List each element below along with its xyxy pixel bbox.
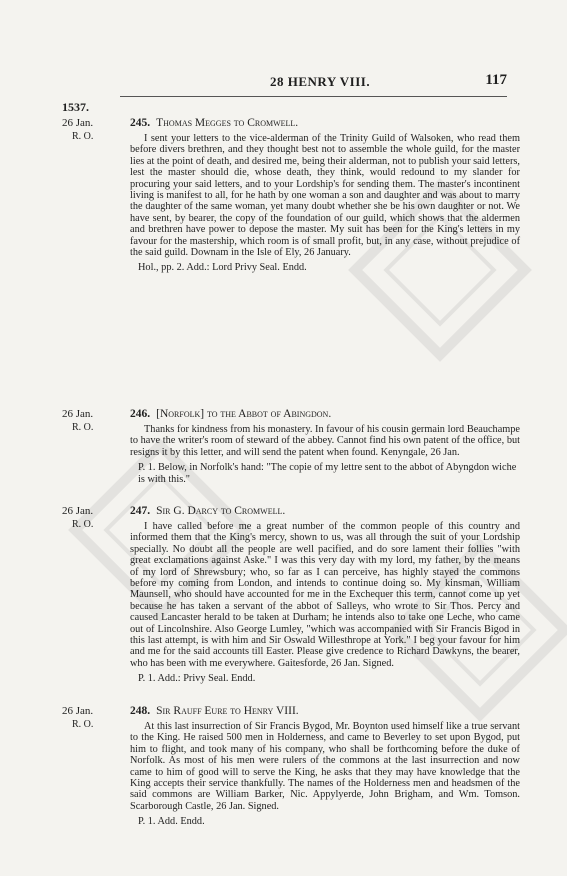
entry-body: Thanks for kindness from his monastery. In favour of his cousin germain lord Beauchampe to have the writer's room of steward of the abbey. Cannot find his own patent of the office, but resigns it by this letter, and will send the patent when found. Kenyngale, 26 Jan. (130, 424, 520, 458)
entry-number: 245. (130, 117, 151, 129)
year-heading: 1537. (62, 100, 89, 114)
entry-parties: [Norfolk] to the Abbot of Abingdon. (156, 408, 332, 420)
entry-margin (62, 408, 116, 434)
entry-parties: Sir G. Darcy to Cromwell. (156, 505, 286, 517)
entry-title (130, 705, 520, 718)
entry-endnote: P. 1. Add.: Privy Seal. Endd. (138, 673, 256, 685)
entry-number: 247. (130, 505, 151, 517)
entry-content (130, 505, 520, 685)
entry-date: 26 Jan. (62, 408, 94, 420)
entry-body: At this last insurrection of Sir Francis Bygod, Mr. Boynton used himself like a true servant to the King. He raised 500 men in Holderness, and came to Beverley to set upon Bygod, put him to flight, and took many of his company, who shall be forthcoming before the duke of Norfolk. As most of his men were rulers of the commons at the last insurrection and now came to him of good will to serve the King, he asks that they may have knowledge that the King accepts their service thankfully. The names of the Holderness men and headsmen of the said commons are William Barker, Nic. Appylyerde, John Brigham, and Wm. Tomson. Scarborough Castle, 26 Jan. Signed. (130, 721, 520, 812)
entry-date: 26 Jan. (62, 705, 94, 717)
entry-title (130, 505, 520, 518)
page-number: 117 (485, 72, 507, 88)
entry-source: R. O. (72, 519, 94, 530)
running-header (120, 72, 507, 97)
entry-content (130, 408, 520, 485)
entry-body: I have called before me a great number of the common people of this country and informed them that the King's mercy, shown to us, was all through the suit of your Lordship specially. No doubt all the people are well pacified, and do sore lament their follies "with great exclamations against Aske." I was this very day with my lord, my father, by the means of my lord of Shrewsbury; who, so far as I can perceive, has highly stayed the commons before my coming from London, and intends to continue doing so. My kinsman, William Maunsell, who should have accounted for me in the Exchequer this term, cannot come up yet because he has taken a servant of the abbot of Salleys, who wrote to Sir Thos. Percy and caused Lancaster herald to be taken at Durham; he intends also to take one Leche, who came out of Lincolnshire. Also George Lumley, "which was accompanied with Sir Francis Bigod in this last attempt, is with him and Sir Oswald Willesthrope at York." I beg your favour for him and me for the said accounts till Easter. Please give credence to Richard Dawkyns, the bearer, who has been with me everywhere. Gaitesforde, 26 Jan. Signed. (130, 521, 520, 669)
entry-date: 26 Jan. (62, 505, 94, 517)
entry-title (130, 117, 520, 130)
entry-number: 246. (130, 408, 151, 420)
entry-margin (62, 505, 116, 531)
entry-number: 248. (130, 705, 151, 717)
entry-parties: Thomas Megges to Cromwell. (156, 117, 299, 129)
entry-title (130, 408, 520, 421)
entry-source: R. O. (72, 422, 94, 433)
entry-source: R. O. (72, 131, 94, 142)
entry-margin (62, 117, 116, 143)
entry-margin (62, 705, 116, 731)
entry-endnote: Hol., pp. 2. Add.: Lord Privy Seal. Endd. (138, 262, 307, 274)
running-title: 28 HENRY VIII. (270, 74, 371, 89)
entry-content (130, 705, 520, 828)
entry-parties: Sir Rauff Eure to Henry VIII. (156, 705, 299, 717)
entry-date: 26 Jan. (62, 117, 94, 129)
entry-body: I sent your letters to the vice-alderman of the Trinity Guild of Walsoken, who read them before divers brethren, and they thought best not to assemble the whole guild, for the master lies at the point of death, and desired me, being their alderman, not to publish your said letters, lest the master should die, whose death, they think, would redound to my slander for procuring your said letters, and to your Lordship's for sending them. The master's incontinent living is manifest to all, for he hath by one woman a son and daughter and was about to marry the daughter of the same woman, yet many doubt whether she be his own daughter or not. We have sent, by bearer, the copy of the foundation of our guild, which shows that the aldermen and brethren have power to depose the master. My suit has been for the King's letters in my favour for the mastership, which room is of small profit, but, in any case, without prejudice of the said guild. Downam in the Isle of Ely, 26 January. (130, 133, 520, 259)
entry-endnote: P. 1. Below, in Norfolk's hand: "The copie of my lettre sent to the abbot of Abyngdon wiche is with this." (138, 462, 517, 485)
entry-source: R. O. (72, 719, 94, 730)
entry-endnote: P. 1. Add. Endd. (138, 816, 205, 828)
entry-content (130, 117, 520, 274)
